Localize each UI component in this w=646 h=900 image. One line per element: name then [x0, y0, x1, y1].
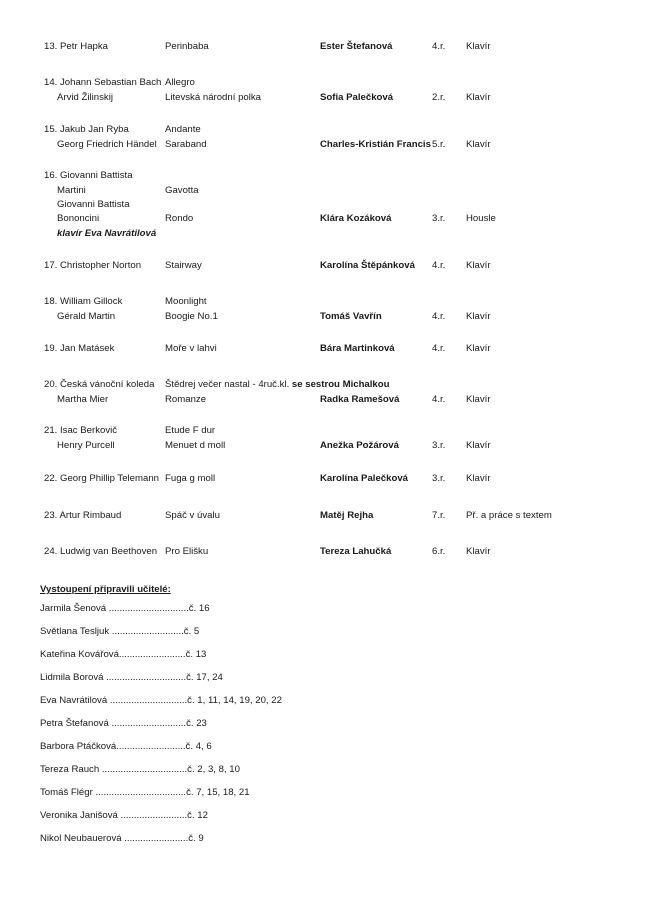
entry-18-piece: Moonlight: [165, 296, 207, 307]
entry-22-performer: Karolína Palečková: [320, 473, 408, 484]
teacher-line: Eva Navrátilová .............................č. 1, 11, 14, 19, 20, 22: [40, 695, 282, 706]
entry-19-instrument: Klavír: [466, 343, 491, 354]
teacher-line: Nikol Neubauerová ........................č. 9: [40, 833, 204, 844]
entry-14-composer2: Arvid Žilinskij: [57, 92, 113, 103]
entry-17-piece: Stairway: [165, 260, 202, 271]
entry-15-grade: 5.r.: [432, 139, 446, 150]
entry-21-piece: Etude F dur: [165, 425, 216, 436]
entry-13-piece: Perinbaba: [165, 41, 209, 52]
entry-14-piece: Allegro: [165, 77, 195, 88]
entry-23-instrument: Př. a práce s textem: [466, 510, 552, 521]
entry-22-instrument: Klavír: [466, 473, 491, 484]
entry-18-grade: 4.r.: [432, 311, 446, 322]
entry-14-performer: Sofia Palečková: [320, 92, 394, 103]
entry-14-instrument: Klavír: [466, 92, 491, 103]
entry-15-piece2: Saraband: [165, 139, 207, 150]
entry-13-performer: Ester Štefanová: [320, 41, 393, 52]
entry-17-composer: 17. Christopher Norton: [44, 260, 142, 271]
entry-22-piece: Fuga g moll: [165, 473, 216, 484]
teacher-line: Petra Štefanová ............................č. 23: [40, 718, 207, 729]
entry-14-grade: 2.r.: [432, 92, 446, 103]
entry-16-piece: Gavotta: [165, 185, 199, 196]
entry-23-grade: 7.r.: [432, 510, 446, 521]
entry-23-performer: Matěj Rejha: [320, 510, 374, 521]
entry-18-performer: Tomáš Vavřín: [320, 311, 382, 322]
entry-16-composer2: Giovanni Battista: [57, 199, 130, 210]
teacher-line: Lidmila Borová ..............................č. 17, 24: [40, 672, 223, 683]
entry-19-performer: Bára Martinková: [320, 343, 395, 354]
teacher-line: Barbora Ptáčková..........................č. 4, 6: [40, 741, 212, 752]
entry-20-piece-note: se sestrou Michalkou: [291, 379, 390, 390]
teacher-line: Jarmila Šenová ..............................č. 16: [40, 603, 210, 614]
teacher-line: Tereza Rauch ................................č. 2, 3, 8, 10: [40, 764, 240, 775]
entry-18-composer: 18. William Gillock: [44, 296, 123, 307]
entry-20-instrument: Klavír: [466, 394, 491, 405]
entry-24-instrument: Klavír: [466, 546, 491, 557]
entry-18-piece2: Boogie No.1: [165, 311, 218, 322]
entry-15-instrument: Klavír: [466, 139, 491, 150]
entry-20-composer2: Martha Mier: [57, 394, 109, 405]
entry-20-piece: [165, 380, 390, 390]
entry-18-instrument: Klavír: [466, 311, 491, 322]
teacher-line: Světlana Tesljuk ...........................č. 5: [40, 626, 200, 637]
entry-21-piece2: Menuet d moll: [165, 440, 226, 451]
entry-15-composer: 15. Jakub Jan Ryba: [44, 124, 129, 135]
entry-17-instrument: Klavír: [466, 260, 491, 271]
entry-22-composer: 22. Georg Phillip Telemann: [44, 473, 160, 484]
entry-24-piece: Pro Elišku: [165, 546, 209, 557]
entry-20-performer: Radka Ramešová: [320, 394, 400, 405]
entry-16-instrument: Housle: [466, 213, 496, 224]
teachers-heading: Vystoupení připravili učitelé:: [40, 584, 171, 595]
entry-20-grade: 4.r.: [432, 394, 446, 405]
entry-15-composer2: Georg Friedrich Händel: [57, 139, 157, 150]
entry-16-grade: 3.r.: [432, 213, 446, 224]
entry-20-piece-title: Štědrej večer nastal - 4ruč.kl.: [165, 379, 290, 390]
entry-15-piece: Andante: [165, 124, 201, 135]
teacher-line: Kateřina Kovářová.........................č. 13: [40, 649, 207, 660]
entry-19-grade: 4.r.: [432, 343, 446, 354]
entry-20-piece2: Romanze: [165, 394, 207, 405]
entry-14-piece2: Litevská národní polka: [165, 92, 261, 103]
entry-17-performer: Karolína Štěpánková: [320, 260, 415, 271]
entry-16-accompanist: klavír Eva Navrátilová: [57, 228, 157, 239]
entry-21-composer: 21. Isac Berkovič: [44, 425, 118, 436]
entry-21-composer2: Henry Purcell: [57, 440, 115, 451]
entry-21-instrument: Klavír: [466, 440, 491, 451]
entry-16-composer2-cont: Bononcini: [57, 213, 100, 224]
entry-16-performer: Klára Kozáková: [320, 213, 392, 224]
entry-18-composer2: Gérald Martin: [57, 311, 116, 322]
entry-21-grade: 3.r.: [432, 440, 446, 451]
entry-21-performer: Anežka Požárová: [320, 440, 399, 451]
entry-24-performer: Tereza Lahučká: [320, 546, 392, 557]
entry-16-composer-cont: Martini: [57, 185, 86, 196]
entry-19-composer: 19. Jan Matásek: [44, 343, 115, 354]
entry-23-piece: Spáč v úvalu: [165, 510, 220, 521]
teacher-line: Tomáš Flégr ..................................č. 7, 15, 18, 21: [40, 787, 250, 798]
entry-20-composer: 20. Česká vánoční koleda: [44, 379, 155, 390]
entry-13-grade: 4.r.: [432, 41, 446, 52]
entry-13-composer: 13. Petr Hapka: [44, 41, 108, 52]
entry-17-grade: 4.r.: [432, 260, 446, 271]
entry-19-piece: Moře v lahvi: [165, 343, 217, 354]
entry-22-grade: 3.r.: [432, 473, 446, 484]
entry-15-performer: Charles-Kristián Francis: [320, 139, 431, 150]
entry-24-grade: 6.r.: [432, 546, 446, 557]
entry-16-piece2: Rondo: [165, 213, 194, 224]
entry-23-composer: 23. Artur Rimbaud: [44, 510, 122, 521]
entry-16-composer: 16. Giovanni Battista: [44, 170, 133, 181]
entry-13-instrument: Klavír: [466, 41, 491, 52]
entry-14-composer: 14. Johann Sebastian Bach: [44, 77, 162, 88]
entry-24-composer: 24. Ludwig van Beethoven: [44, 546, 158, 557]
teacher-line: Veronika Janišová .........................č. 12: [40, 810, 208, 821]
